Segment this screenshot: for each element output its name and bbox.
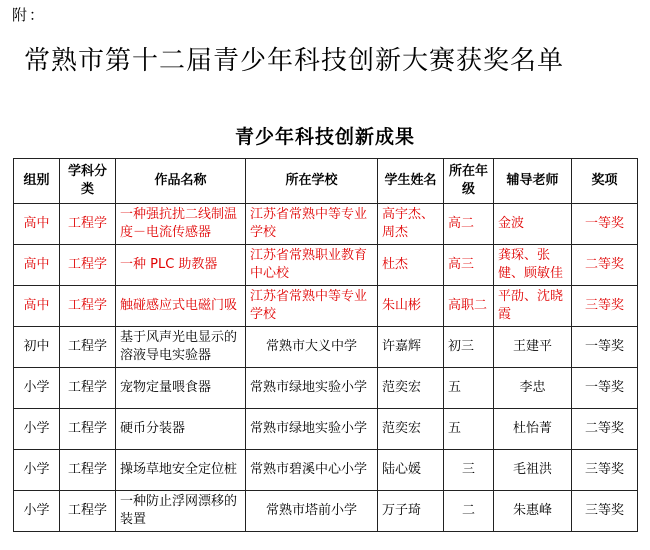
cell-subject: 工程学 xyxy=(60,450,116,491)
table-row xyxy=(14,409,638,450)
cell-work: 操场草地安全定位桩 xyxy=(116,450,246,491)
cell-grade: 高二 xyxy=(444,204,494,245)
cell-group: 初中 xyxy=(14,327,60,368)
cell-teacher: 李忠 xyxy=(494,368,572,409)
table-row xyxy=(14,204,638,245)
cell-students: 朱山彬 xyxy=(378,286,444,327)
cell-group: 小学 xyxy=(14,368,60,409)
cell-award: 二等奖 xyxy=(572,245,638,286)
cell-teacher: 王建平 xyxy=(494,327,572,368)
header-students: 学生姓名 xyxy=(378,159,444,204)
cell-grade: 五 xyxy=(444,368,494,409)
cell-award: 一等奖 xyxy=(572,204,638,245)
cell-grade: 高职二 xyxy=(444,286,494,327)
cell-award: 三等奖 xyxy=(572,491,638,532)
cell-subject: 工程学 xyxy=(60,327,116,368)
header-subject: 学科分类 xyxy=(60,159,116,204)
cell-award: 一等奖 xyxy=(572,368,638,409)
cell-school: 常熟市碧溪中心小学 xyxy=(246,450,378,491)
cell-grade: 三 xyxy=(444,450,494,491)
cell-group: 高中 xyxy=(14,204,60,245)
cell-group: 小学 xyxy=(14,491,60,532)
header-work: 作品名称 xyxy=(116,159,246,204)
header-grade: 所在年级 xyxy=(444,159,494,204)
cell-work: 硬币分装器 xyxy=(116,409,246,450)
cell-students: 杜杰 xyxy=(378,245,444,286)
cell-grade: 初三 xyxy=(444,327,494,368)
cell-school: 常熟市塔前小学 xyxy=(246,491,378,532)
cell-subject: 工程学 xyxy=(60,204,116,245)
cell-teacher: 平劭、沈晓霞 xyxy=(494,286,572,327)
cell-students: 万子琦 xyxy=(378,491,444,532)
cell-grade: 五 xyxy=(444,409,494,450)
header-school: 所在学校 xyxy=(246,159,378,204)
cell-subject: 工程学 xyxy=(60,368,116,409)
document-title: 常熟市第十二届青少年科技创新大赛获奖名单 xyxy=(24,46,565,76)
cell-work: 一种 PLC 助教器 xyxy=(116,245,246,286)
table-row xyxy=(14,327,638,368)
table-row xyxy=(14,368,638,409)
table-row xyxy=(14,491,638,532)
cell-school: 江苏省常熟中等专业学校 xyxy=(246,286,378,327)
cell-award: 三等奖 xyxy=(572,286,638,327)
cell-teacher: 龚琛、张健、顾敏佳 xyxy=(494,245,572,286)
section-subtitle: 青少年科技创新成果 xyxy=(234,126,415,148)
cell-group: 高中 xyxy=(14,245,60,286)
cell-students: 范奕宏 xyxy=(378,368,444,409)
table-header-row xyxy=(14,159,638,204)
table-row xyxy=(14,245,638,286)
cell-teacher: 毛祖洪 xyxy=(494,450,572,491)
header-group: 组别 xyxy=(14,159,60,204)
cell-work: 触碰感应式电磁门吸 xyxy=(116,286,246,327)
cell-school: 常熟市大义中学 xyxy=(246,327,378,368)
cell-subject: 工程学 xyxy=(60,245,116,286)
cell-group: 小学 xyxy=(14,409,60,450)
cell-school: 常熟市绿地实验小学 xyxy=(246,409,378,450)
header-award: 奖项 xyxy=(572,159,638,204)
cell-subject: 工程学 xyxy=(60,286,116,327)
cell-school: 江苏省常熟中等专业学校 xyxy=(246,204,378,245)
cell-award: 一等奖 xyxy=(572,327,638,368)
cell-work: 基于风声光电显示的溶液导电实验器 xyxy=(116,327,246,368)
cell-work: 宠物定量喂食器 xyxy=(116,368,246,409)
attachment-prefix: 附： xyxy=(12,6,47,24)
cell-students: 范奕宏 xyxy=(378,409,444,450)
cell-group: 高中 xyxy=(14,286,60,327)
award-table xyxy=(13,158,638,532)
cell-teacher: 金波 xyxy=(494,204,572,245)
header-teacher: 辅导老师 xyxy=(494,159,572,204)
cell-work: 一种强抗扰二线制温度－电流传感器 xyxy=(116,204,246,245)
cell-subject: 工程学 xyxy=(60,491,116,532)
cell-award: 三等奖 xyxy=(572,450,638,491)
cell-students: 许嘉辉 xyxy=(378,327,444,368)
table-row xyxy=(14,450,638,491)
cell-award: 二等奖 xyxy=(572,409,638,450)
cell-subject: 工程学 xyxy=(60,409,116,450)
cell-grade: 高三 xyxy=(444,245,494,286)
cell-students: 陆心媛 xyxy=(378,450,444,491)
cell-school: 江苏省常熟职业教育中心校 xyxy=(246,245,378,286)
cell-school: 常熟市绿地实验小学 xyxy=(246,368,378,409)
cell-teacher: 杜怡菁 xyxy=(494,409,572,450)
cell-work: 一种防止浮网漂移的装置 xyxy=(116,491,246,532)
cell-group: 小学 xyxy=(14,450,60,491)
cell-teacher: 朱惠峰 xyxy=(494,491,572,532)
table-row xyxy=(14,286,638,327)
cell-grade: 二 xyxy=(444,491,494,532)
cell-students: 高宇杰、周杰 xyxy=(378,204,444,245)
